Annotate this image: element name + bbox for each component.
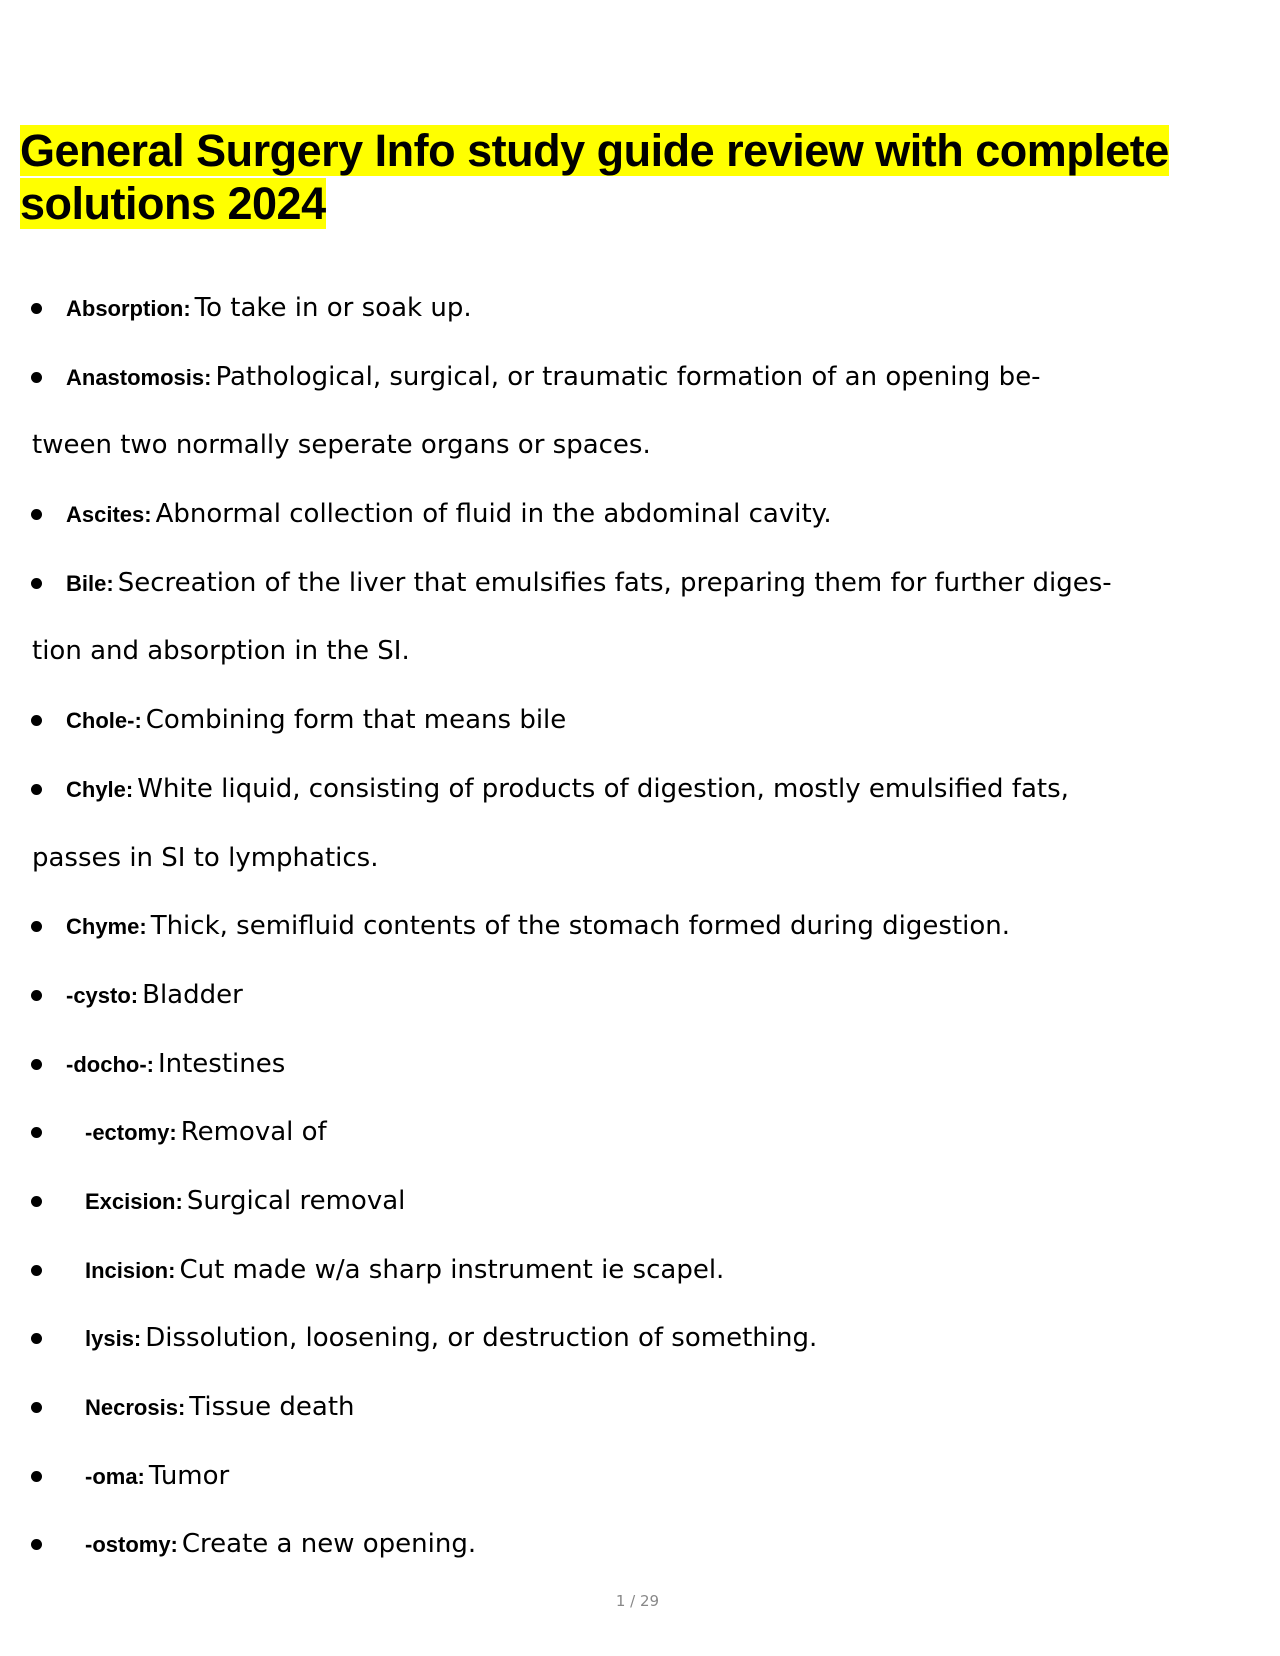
bullet-icon xyxy=(31,1402,42,1413)
item-definition: Create a new opening. xyxy=(181,1529,477,1560)
item-content xyxy=(66,755,1069,828)
bullet-icon xyxy=(31,1471,42,1482)
item-definition: Tumor xyxy=(148,1460,230,1491)
item-content xyxy=(66,892,1010,965)
bullet-icon xyxy=(31,303,42,314)
document-title xyxy=(20,124,1270,230)
item-content xyxy=(66,1030,285,1103)
item-term: -cysto: xyxy=(66,982,139,1008)
item-term: Ascites: xyxy=(66,502,152,528)
glossary-list xyxy=(0,274,1280,1579)
bullet-icon xyxy=(31,578,42,589)
item-content xyxy=(85,1304,817,1377)
item-term: lysis: xyxy=(85,1326,142,1352)
item-content xyxy=(66,549,1112,622)
item-term: -docho-: xyxy=(66,1051,154,1077)
item-content xyxy=(85,1373,355,1446)
item-definition: Cut made w/a sharp instrument ie scapel. xyxy=(179,1254,725,1285)
glossary-item xyxy=(0,892,1280,961)
item-definition-continuation: passes in SI to lymphatics. xyxy=(32,842,379,873)
item-term: Chyle: xyxy=(66,776,134,802)
glossary-item xyxy=(0,343,1280,412)
bullet-icon xyxy=(31,509,42,520)
glossary-item xyxy=(0,1236,1280,1305)
item-definition: Removal of xyxy=(180,1117,327,1148)
title-highlight: General Surgery Info study guide review with complete solutions 2024 xyxy=(20,125,1169,229)
glossary-item xyxy=(0,1030,1280,1099)
glossary-item xyxy=(0,549,1280,618)
item-content xyxy=(85,1236,724,1309)
bullet-icon xyxy=(31,1265,42,1276)
glossary-item xyxy=(0,1304,1280,1373)
glossary-item xyxy=(0,961,1280,1030)
item-content xyxy=(85,1510,476,1583)
item-definition-continuation: tween two normally seperate organs or spaces. xyxy=(32,430,651,461)
glossary-item xyxy=(0,274,1280,343)
item-term: Necrosis: xyxy=(85,1395,186,1420)
glossary-item-continuation xyxy=(0,411,1280,480)
item-content xyxy=(85,1167,405,1240)
item-definition: Abnormal collection of fluid in the abdominal cavity. xyxy=(155,499,832,530)
item-term: -ectomy: xyxy=(85,1120,177,1146)
item-definition-continuation: tion and absorption in the SI. xyxy=(32,636,410,667)
item-content xyxy=(66,274,472,347)
item-definition: Dissolution, loosening, or destruction of something. xyxy=(145,1323,818,1354)
bullet-icon xyxy=(31,1127,42,1138)
glossary-item xyxy=(0,686,1280,755)
item-content xyxy=(66,343,1041,416)
glossary-item xyxy=(0,480,1280,549)
bullet-icon xyxy=(31,1196,42,1207)
glossary-item xyxy=(0,1510,1280,1579)
item-term: -ostomy: xyxy=(85,1532,178,1558)
item-term: Chole-: xyxy=(66,708,142,734)
glossary-item xyxy=(0,1167,1280,1236)
item-definition: Surgical removal xyxy=(186,1185,406,1216)
item-term: Absorption: xyxy=(66,296,191,321)
glossary-item xyxy=(0,1098,1280,1167)
item-term: -oma: xyxy=(85,1463,145,1489)
bullet-icon xyxy=(31,1059,42,1070)
bullet-icon xyxy=(31,1539,42,1550)
item-definition: To take in or soak up. xyxy=(194,293,472,323)
item-definition: Thick, semifluid contents of the stomach formed during digestion. xyxy=(150,911,1011,942)
page-indicator: 1 / 29 xyxy=(615,1592,660,1610)
item-content xyxy=(66,480,832,553)
glossary-item xyxy=(0,755,1280,824)
item-content xyxy=(66,686,566,759)
item-term: Anastomosis: xyxy=(66,364,212,390)
item-definition: Intestines xyxy=(157,1048,286,1079)
item-content xyxy=(66,961,243,1034)
item-term: Bile: xyxy=(66,570,114,596)
item-term: Incision: xyxy=(85,1257,176,1283)
item-definition: Pathological, surgical, or traumatic formation of an opening be- xyxy=(215,361,1041,392)
glossary-item-continuation xyxy=(0,617,1280,686)
item-definition: Tissue death xyxy=(189,1392,355,1422)
bullet-icon xyxy=(31,1333,42,1344)
item-definition: Combining form that means bile xyxy=(145,705,567,736)
bullet-icon xyxy=(31,784,42,795)
bullet-icon xyxy=(31,715,42,726)
glossary-item-continuation xyxy=(0,824,1280,893)
item-term: Excision: xyxy=(85,1188,183,1214)
bullet-icon xyxy=(31,990,42,1001)
glossary-item xyxy=(0,1442,1280,1511)
item-definition: Secreation of the liver that emulsifies fats, preparing them for further diges- xyxy=(117,567,1112,598)
item-content xyxy=(85,1442,229,1515)
bullet-icon xyxy=(31,372,42,383)
item-content xyxy=(85,1098,327,1171)
glossary-item xyxy=(0,1373,1280,1442)
item-definition: White liquid, consisting of products of digestion, mostly emulsified fats, xyxy=(137,773,1069,804)
item-term: Chyme: xyxy=(66,914,147,940)
bullet-icon xyxy=(31,921,42,932)
item-definition: Bladder xyxy=(142,979,243,1010)
